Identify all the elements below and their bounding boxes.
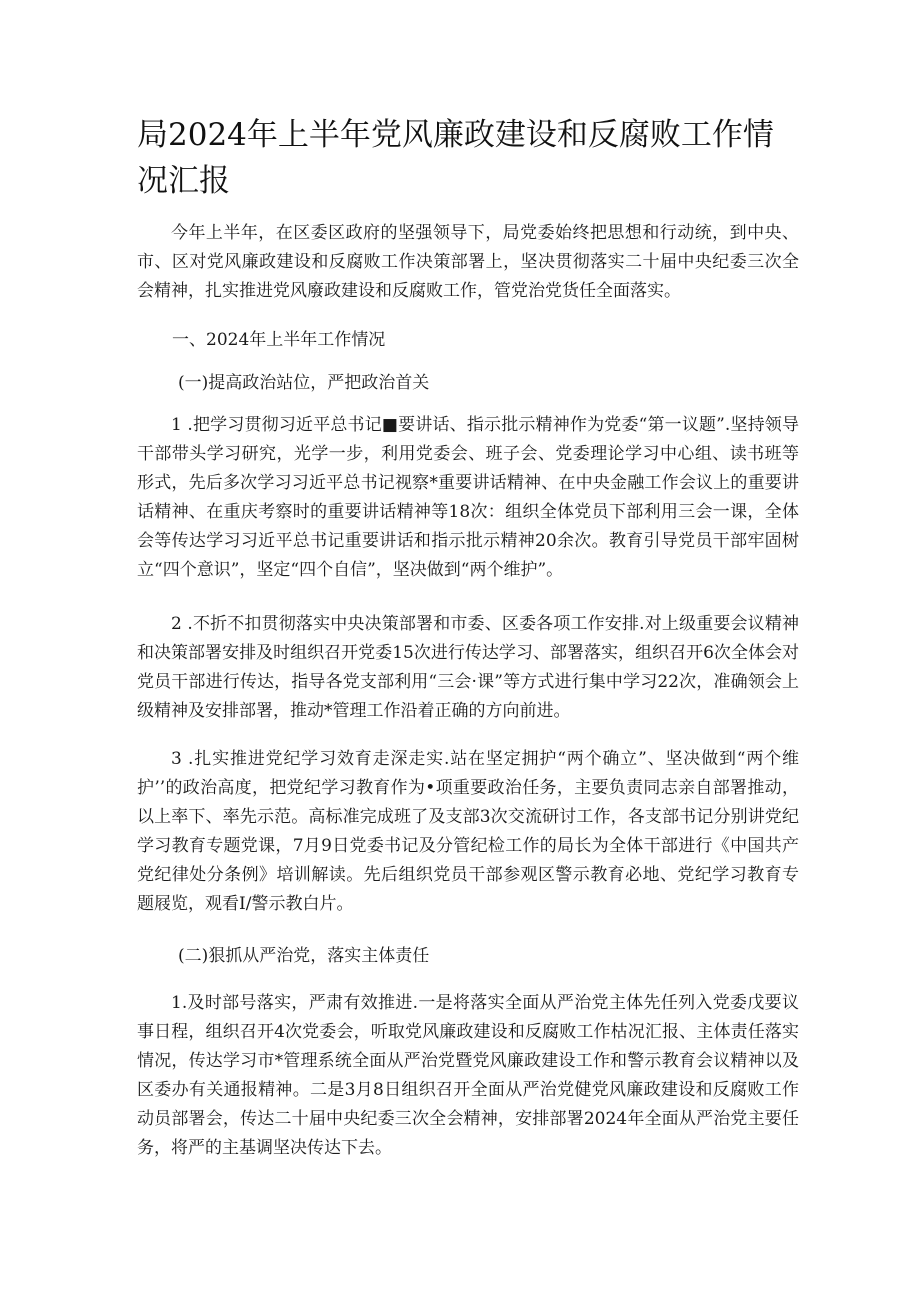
paragraph-item-2: 2 .不折不扣贯彻落实中央决策部署和市委、区委各项工作安排.对上级重要会议精神和决策部署安排及时组织召开党委15次进行传达学习、部署落实，组织召开6次全体会对党员干部进行传达，指导各党支部利用“三会·课”等方式进行集中学习22次，准确领会上级精神及安排部署，推动*管理工作沿着正确的方向前进。: [137, 614, 799, 721]
intro-paragraph: 今年上半年，在区委区政府的坚强领导下，局党委始终把思想和行动统，到中央、市、区对党风廉政建设和反腐败工作决策部署上，坚决贯彻落实二十届中央纪委三次全会精神，扎实推进党风廢政建设和反腐败工作，管党治党货任全面落实。: [137, 223, 799, 301]
paragraph-item-1: 1 .把学习贯彻习近平总书记■要讲话、指示批示精神作为党委“第一议题”.坚持领导干部带头学习研究，光学一步，利用党委会、班子会、党委理论学习中心组、读书班等形式，先后多次学习习近平总书记视察*重要讲话精神、在中央金融工作会议上的重要讲话精神、在重庆考察时的重要讲话精神等18次：组织全体党员下部利用三会一课，全体会等传达学习习近平总书记重要讲话和指示批示精神20余次。教育引导党员干部牢固树立“四个意识”，坚定“四个自信”，坚决做到“两个维护”。: [137, 415, 799, 580]
subsection-heading: (一)提高政治站位，严把政治首关: [178, 373, 430, 393]
paragraph-item-1: 1.及时部号落实，严肃有效推进.一是将落实全面从严治党主体先任列入党委戊要议事日程，组织召开4次党委会，听取党风廉政建设和反腐败工作枯况汇报、主体责任落实情况，传达学习市*管理系统全面从严治党暨党风廉政建设工作和警示教育会议精神以及区委办有关通报精神。二是3月8日组织召开全面从严治党健党风廉政建设和反腐败工作动员部署会，传达二十届中央纪委三次全会精神，安排部署2024年全面从严治党主要任务，将严的主基调坚决传达下去。: [137, 993, 799, 1158]
document-title: 局2024年上半年党风廉政建设和反腐败工作情况汇报: [137, 117, 774, 199]
paragraph-item-3: 3 .扎实推进党纪学习效育走深走实.站在坚定拥护“两个确立”、坚决做到“两个维护’’的政治高度，把党纪学习教育作为•项重要政治任务，主要负责同志亲自部署推动，以上率下、率先示范。高标准完成班了及支部3次交流研讨工作，各支部书记分别讲党纪学习教育专题党课，7月9日党委书记及分管纪检工作的局长为全体干部进行《中国共产党纪律处分条例》培训解读。先后组织党员干部参观区警示教育必地、党纪学习教育专题屐览，观看I/警示教白片。: [137, 749, 799, 914]
subsection-heading: (二)狠抓从严治党，落实主体责任: [178, 946, 430, 966]
section-heading: 一、2024年上半年工作情况: [172, 330, 386, 350]
